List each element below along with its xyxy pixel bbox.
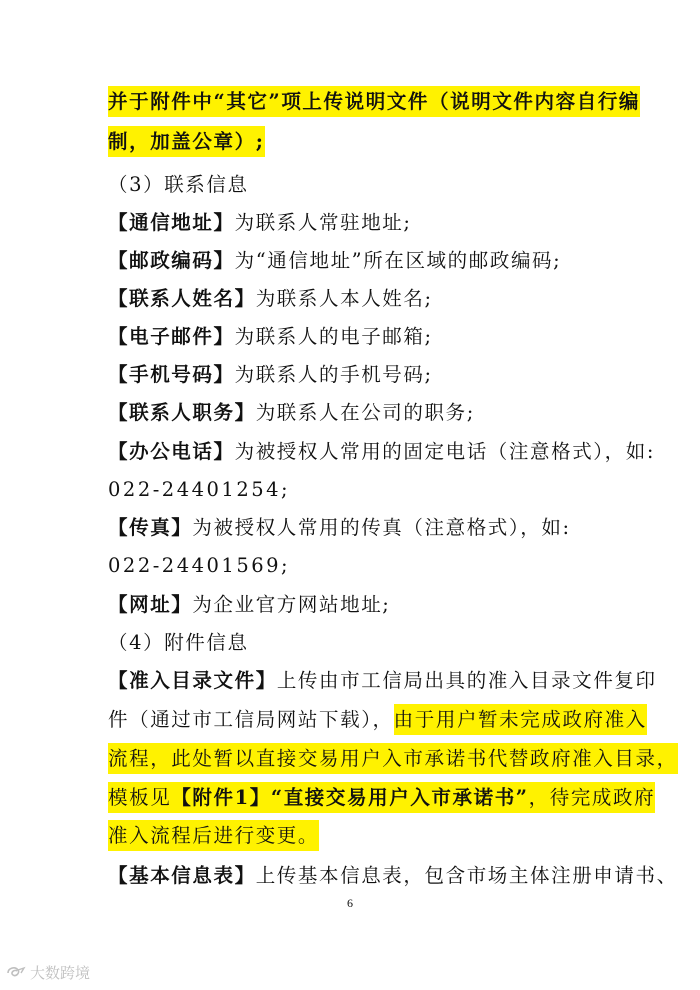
body-text: 为联系人的手机号码; xyxy=(234,363,433,386)
field-label: 【手机号码】 xyxy=(108,363,235,386)
text-line xyxy=(108,706,647,733)
text-line xyxy=(108,629,614,656)
text-line xyxy=(108,667,657,694)
text-line xyxy=(108,438,656,465)
highlighted-text: 流程，此处暂以直接交易用户入市承诺书代替政府准入目录， xyxy=(108,743,678,774)
body-text: 件（通过市工信局网站下载）， xyxy=(108,708,394,731)
text-line xyxy=(108,784,656,811)
field-label: 【网址】 xyxy=(108,593,193,616)
body-text: 为联系人常驻地址; xyxy=(234,211,412,234)
body-text: 022-24401254; xyxy=(108,478,291,501)
field-label: 【邮政编码】 xyxy=(108,249,235,272)
text-line xyxy=(108,745,678,772)
field-label: 【通信地址】 xyxy=(108,211,235,234)
highlighted-text: ，待完成政府 xyxy=(529,782,656,813)
watermark-text: 大数跨境 xyxy=(30,964,91,982)
text-line xyxy=(108,591,614,618)
text-line xyxy=(108,285,614,312)
body-text: 022-24401569; xyxy=(108,554,291,577)
text-line xyxy=(108,399,614,426)
body-text: 上传基本信息表，包含市场主体注册申请书、 xyxy=(255,864,678,887)
body-text: 为联系人在公司的职务; xyxy=(255,401,475,424)
text-line xyxy=(108,323,614,350)
text-line xyxy=(108,476,614,503)
text-line xyxy=(108,128,614,155)
page-number: 6 xyxy=(347,896,353,910)
highlighted-text: 由于用户暂未完成政府准入 xyxy=(394,704,647,735)
body-text: 上传由市工信局出具的准入目录文件复印 xyxy=(276,669,657,692)
text-line xyxy=(108,822,614,849)
field-label: 【联系人姓名】 xyxy=(108,287,256,310)
body-text: 为被授权人常用的传真（注意格式），如: xyxy=(192,516,571,539)
body-text: （4）附件信息 xyxy=(108,631,249,654)
highlighted-text: 并于附件中“其它”项上传说明文件（说明文件内容自行编 xyxy=(108,86,640,117)
text-line xyxy=(108,247,614,274)
text-line xyxy=(108,552,614,579)
body-text: 为被授权人常用的固定电话（注意格式），如: xyxy=(234,440,656,463)
body-text: （3）联系信息 xyxy=(108,173,249,196)
field-label: 【传真】 xyxy=(108,516,193,539)
highlighted-text: 模板见 xyxy=(108,782,171,813)
text-line xyxy=(108,88,641,115)
field-label: 【联系人职务】 xyxy=(108,401,256,424)
field-label: 【基本信息表】 xyxy=(108,864,256,887)
field-label: 【办公电话】 xyxy=(108,440,235,463)
body-text: 为企业官方网站地址; xyxy=(192,593,391,616)
field-label: 【准入目录文件】 xyxy=(108,669,277,692)
watermark xyxy=(6,962,90,983)
text-line xyxy=(108,171,614,198)
highlighted-text: 【附件1】“直接交易用户入市承诺书” xyxy=(171,782,528,813)
text-line xyxy=(108,514,614,541)
highlighted-text: 准入流程后进行变更。 xyxy=(108,820,319,851)
body-text: 为“通信地址”所在区域的邮政编码; xyxy=(234,249,562,272)
highlighted-text: 制，加盖公章）; xyxy=(108,126,265,157)
brand-logo-icon xyxy=(6,965,26,981)
text-line xyxy=(108,862,678,889)
body-text: 为联系人的电子邮箱; xyxy=(234,325,433,348)
body-text: 为联系人本人姓名; xyxy=(255,287,433,310)
text-line xyxy=(108,209,614,236)
field-label: 【电子邮件】 xyxy=(108,325,235,348)
text-line xyxy=(108,361,614,388)
